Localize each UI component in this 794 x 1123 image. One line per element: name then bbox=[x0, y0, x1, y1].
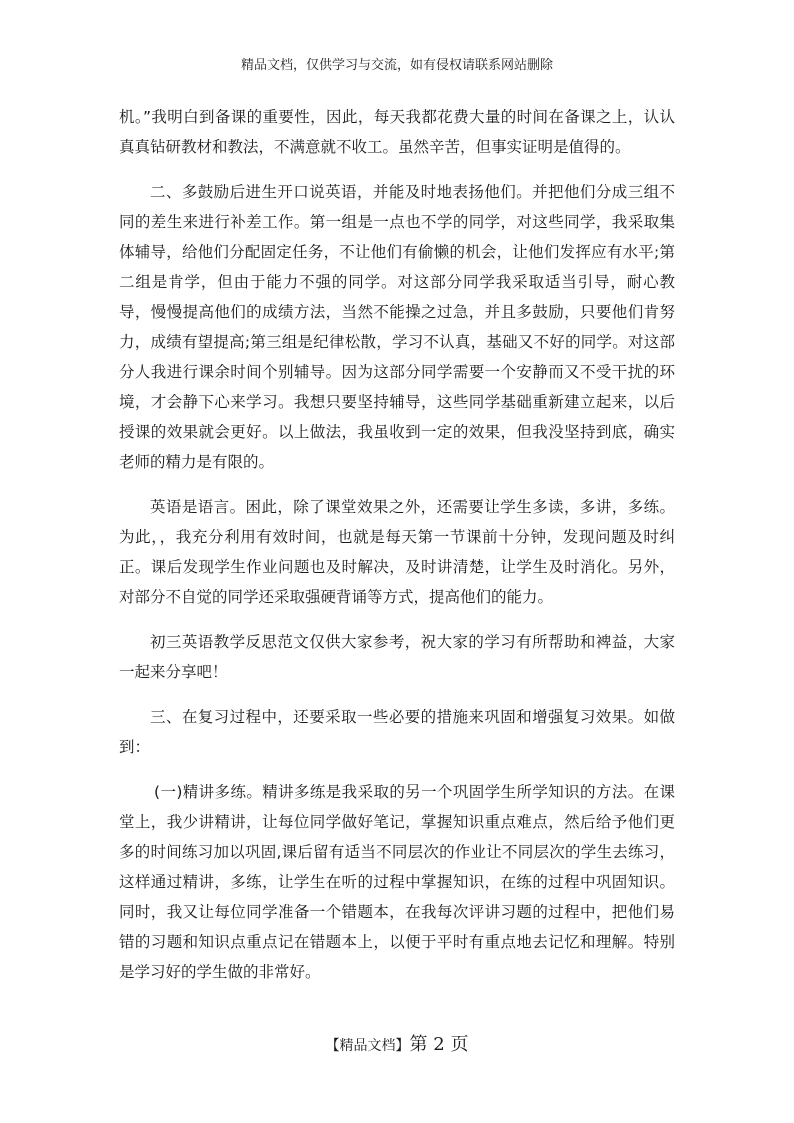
document-body bbox=[119, 102, 675, 987]
paragraph-section-three: 三、在复习过程中，还要采取一些必要的措施来巩固和增强复习效果。如做到： bbox=[119, 708, 675, 756]
page-footer bbox=[0, 1034, 794, 1057]
paragraph-section-two: 二、多鼓励后进生开口说英语，并能及时地表扬他们。并把他们分成三组不同的差生来进行补差工作。第一组是一点也不学的同学，对这些同学，我采取集体辅导，给他们分配固定任务，不让他们有偷懒的机会，让他们发挥应有水平;第二组是肯学，但由于能力不强的同学。对这部分同学我采取适当引导，耐心教导，慢慢提高他们的成绩方法，当然不能操之过急，并且多鼓励，只要他们肯努力，成绩有望提高;第三组是纪律松散，学习不认真，基础又不好的同学。对这部分人我进行课余时间个别辅导。因为这部分同学需要一个安静而又不受干扰的环境，才会静下心来学习。我想只要坚持辅导，这些同学基础重新建立起来，以后授课的效果就会更好。以上做法，我虽收到一定的效果，但我没坚持到底，确实老师的精力是有限的。 bbox=[119, 183, 675, 471]
paragraph-reference-note: 初三英语教学反思范文仅供大家参考，祝大家的学习有所帮助和裨益，大家一起来分享吧！ bbox=[119, 633, 675, 681]
paragraph-subsection-one: (一)精讲多练。精讲多练是我采取的另一个巩固学生所学知识的方法。在课堂上，我少讲精讲，让每位同学做好笔记，掌握知识重点难点，然后给予他们更多的时间练习加以巩固,课后留有适当不同层次的作业让不同层次的学生去练习，这样通过精讲，多练，让学生在听的过程中掌握知识，在练的过程中巩固知识。同时，我又让每位同学准备一个错题本，在我每次评讲习题的过程中，把他们易错的习题和知识点重点记在错题本上，以便于平时有重点地去记忆和理解。特别是学习好的学生做的非常好。 bbox=[119, 783, 675, 981]
header-notice-text: 精品文档，仅供学习与交流，如有侵权请联系网站删除 bbox=[240, 58, 553, 73]
footer-label: 【精品文档】 bbox=[325, 1038, 410, 1054]
page-number: 第 2 页 bbox=[409, 1034, 469, 1055]
paragraph-continuation: 机。”我明白到备课的重要性，因此，每天我都花费大量的时间在备课之上，认认真真钻研教材和教法，不满意就不收工。虽然辛苦，但事实证明是值得的。 bbox=[119, 108, 675, 156]
paragraph-english-language: 英语是语言。困此，除了课堂效果之外，还需要让学生多读，多讲，多练。为此，，我充分利用有效时间，也就是每天第一节课前十分钟，发现问题及时纠正。课后发现学生作业问题也及时解决，及时讲清楚，让学生及时消化。另外，对部分不自觉的同学还采取强硬背诵等方式，提高他们的能力。 bbox=[119, 498, 675, 606]
page-header bbox=[0, 57, 794, 75]
